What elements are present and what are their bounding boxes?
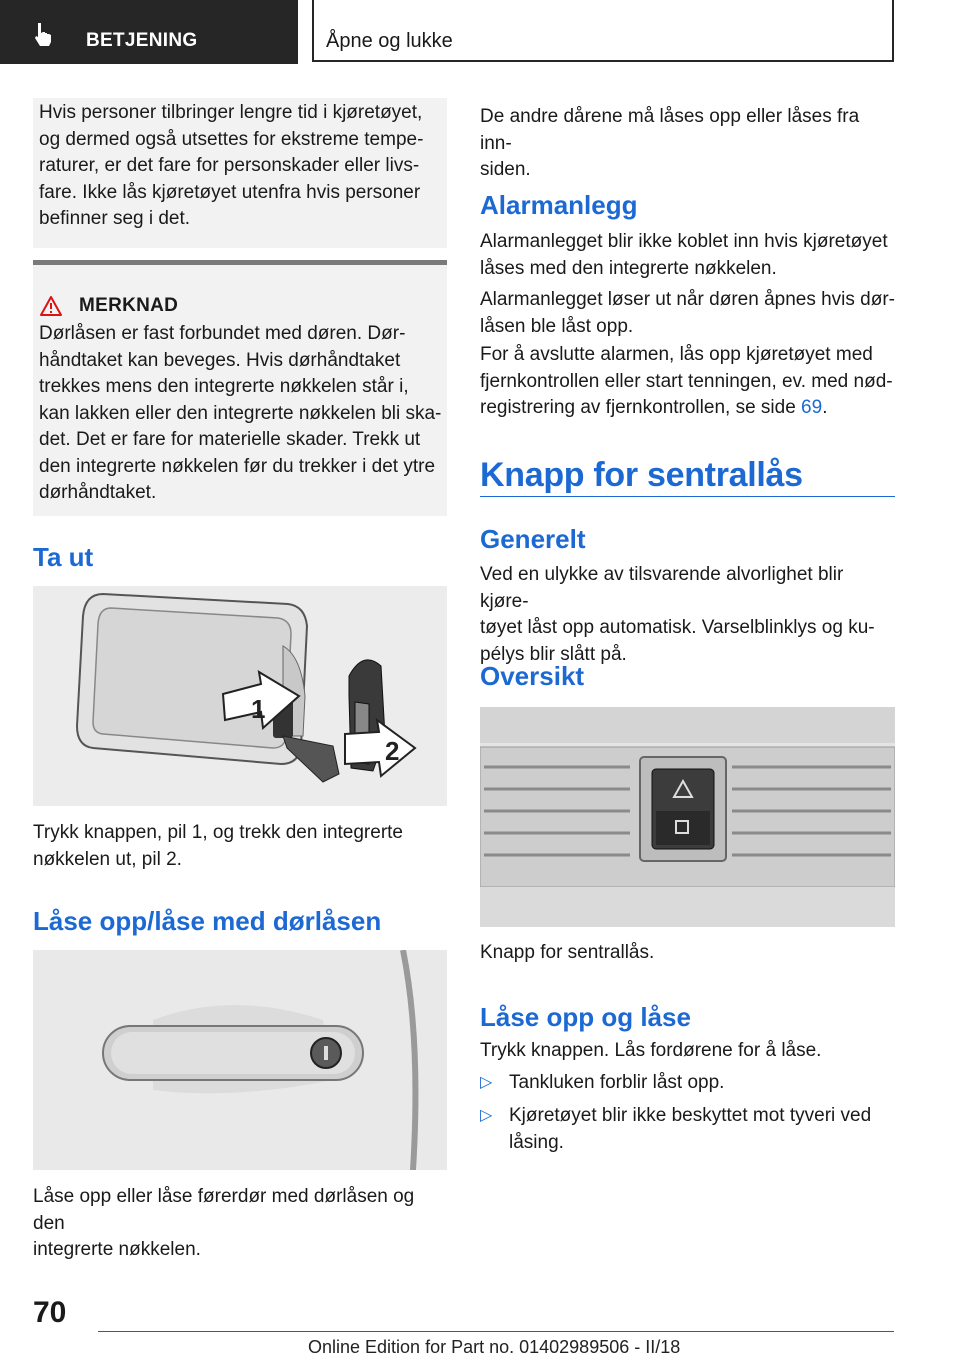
caption-oversikt: Knapp for sentrallås. — [480, 942, 655, 963]
heading-lase-opp-dorlasen: Låse opp/låse med dørlåsen — [33, 906, 382, 936]
heading-lase-opp-og-lase: Låse opp og låse — [480, 1002, 691, 1032]
warning-triangle-icon — [39, 295, 63, 317]
text-line: For å avslutte alarmen, lås opp kjøretøyet med — [480, 344, 873, 365]
hand-pointer-icon — [30, 20, 58, 48]
caption-lase-opp — [33, 1184, 447, 1264]
page-link[interactable]: 69 — [801, 397, 823, 418]
alarm-paragraph-1 — [480, 229, 895, 282]
list-item-text: Tankluken forblir låst opp. — [509, 1072, 725, 1093]
key-illustration — [33, 586, 447, 806]
note-line: og dermed også utsettes for ekstreme tempe- — [39, 128, 424, 150]
caption-line: Trykk knappen, pil 1, og trekk den integrerte — [33, 822, 403, 843]
generelt-paragraph — [480, 562, 895, 668]
alarm-paragraph-3 — [480, 342, 895, 422]
section-label: BETJENING — [86, 30, 198, 51]
note-line: Hvis personer tilbringer lengre tid i kjøretøyet, — [39, 102, 423, 123]
text-line: Alarmanlegget blir ikke koblet inn hvis kjøretøyet — [480, 231, 888, 252]
note-line: dørhåndtaket. — [39, 482, 157, 503]
alarm-paragraph-2 — [480, 287, 895, 340]
page-number: 70 — [33, 1296, 67, 1329]
warning-note — [33, 98, 447, 248]
intro-paragraph — [480, 104, 895, 184]
text-line: siden. — [480, 159, 531, 180]
note-line: befinner seg i det. — [39, 208, 191, 229]
text-end: . — [822, 397, 828, 418]
text-line: Kjøretøyet blir ikke beskyttet mot tyveri ved — [509, 1105, 872, 1126]
lase-paragraph: Trykk knappen. Lås fordørene for å låse. — [480, 1040, 822, 1061]
note-line: kan lakken eller den integrerte nøkkelen bli ska- — [39, 402, 442, 424]
text-line: fjernkontrollen eller start tenningen, ev. med nød- — [480, 370, 893, 392]
note-line: fare. Ikke lås kjøretøyet utenfra hvis personer — [39, 181, 421, 203]
merknad-note — [33, 260, 447, 516]
chapter-title-box — [312, 0, 894, 62]
heading-ta-ut: Ta ut — [33, 542, 94, 572]
caption-line: integrerte nøkkelen. — [33, 1239, 201, 1260]
text-line: låses med den integrerte nøkkelen. — [480, 257, 777, 279]
arrow-label-2: 2 — [385, 736, 400, 766]
note-line: det. Det er fare for materielle skader. Trekk ut — [39, 429, 421, 450]
heading-rule — [480, 496, 895, 497]
door-handle-illustration — [33, 950, 447, 1170]
text-line: Alarmanlegget løser ut når døren åpnes hvis dør- — [480, 289, 896, 310]
text-line: pélys blir slått på. — [480, 643, 627, 665]
list-item-text — [509, 1103, 895, 1156]
arrow-label-1: 1 — [251, 694, 266, 724]
footer-edition: Online Edition for Part no. 01402989506 - II/18 — [308, 1337, 681, 1357]
text-line: låsing. — [509, 1131, 564, 1153]
list-item — [480, 1103, 895, 1159]
text-line: låsen ble låst opp. — [480, 315, 634, 337]
chapter-title: Åpne og lukke — [326, 30, 453, 52]
note-line: Dørlåsen er fast forbundet med døren. Dør- — [39, 323, 406, 344]
heading-generelt: Generelt — [480, 524, 586, 554]
note-line: håndtaket kan beveges. Hvis dørhåndtaket — [39, 349, 401, 371]
caption-line: Låse opp eller låse førerdør med dørlåsen og den — [33, 1186, 415, 1234]
heading-knapp-for-sentrallas: Knapp for sentrallås — [480, 456, 803, 494]
text-line: tøyet låst opp automatisk. Varselblinklys og ku- — [480, 617, 875, 638]
triangle-bullet-icon: ▷ — [480, 1107, 493, 1124]
merknad-label: MERKNAD — [79, 295, 179, 316]
heading-alarmanlegg: Alarmanlegg — [480, 190, 638, 220]
note-line: den integrerte nøkkelen før du trekker i det ytre — [39, 455, 436, 477]
footer-rule — [98, 1331, 894, 1332]
caption-ta-ut — [33, 820, 447, 873]
note-line: raturer, er det fare for personskader eller livs- — [39, 155, 420, 176]
heading-oversikt: Oversikt — [480, 661, 585, 691]
central-lock-button-illustration — [480, 707, 895, 927]
caption-line: nøkkelen ut, pil 2. — [33, 848, 182, 870]
triangle-bullet-icon: ▷ — [480, 1074, 493, 1091]
text-line: De andre dårene må låses opp eller låses fra inn- — [480, 106, 860, 154]
note-line: trekkes mens den integrerte nøkkelen står i, — [39, 376, 409, 397]
text-line: Ved en ulykke av tilsvarende alvorlighet blir kjøre- — [480, 564, 844, 612]
section-tab — [0, 0, 298, 64]
list-item — [480, 1070, 895, 1098]
text-line: registrering av fjernkontrollen, se side — [480, 397, 802, 418]
